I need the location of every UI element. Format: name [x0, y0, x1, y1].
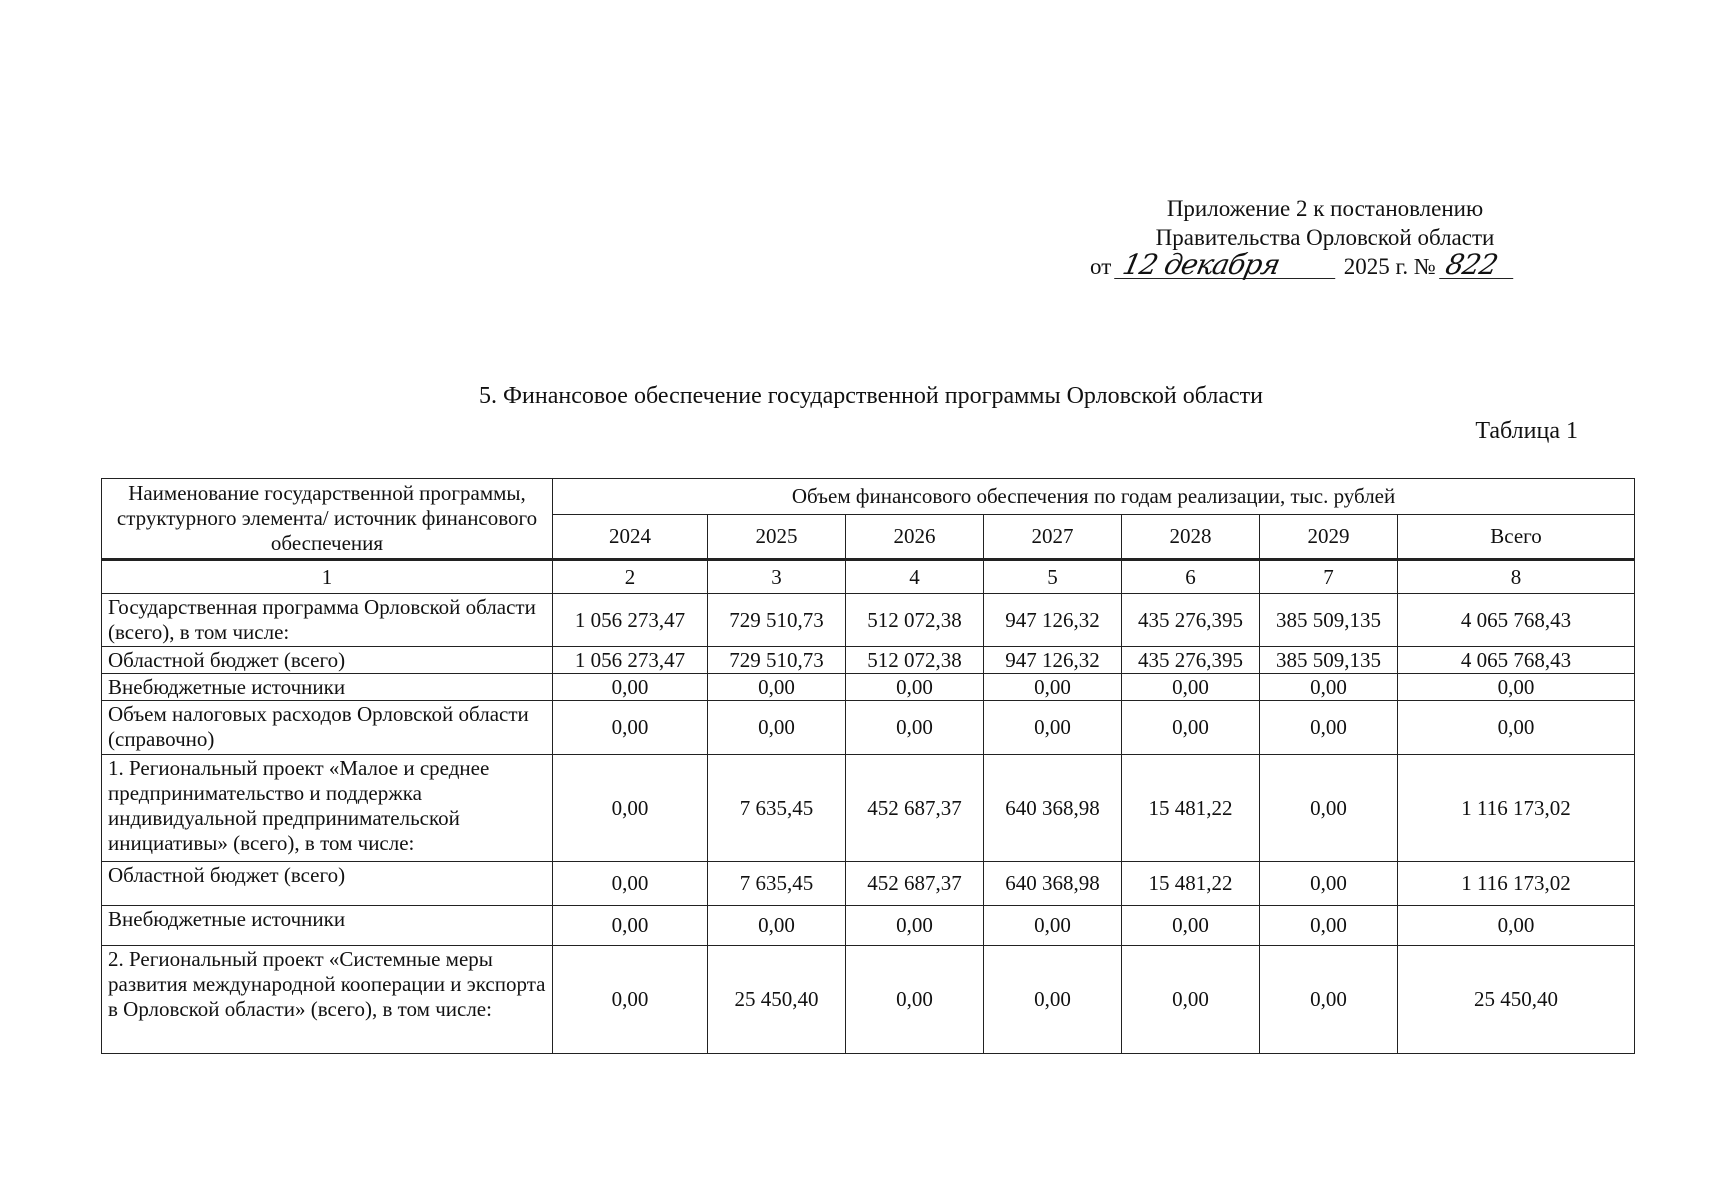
row-value: 452 687,37: [846, 755, 984, 862]
header-row-1: [102, 479, 1635, 515]
row-name: 1. Региональный проект «Малое и среднее предпринимательство и поддержка индивидуальной предпринимательской инициативы» (всего), в том числе:: [102, 755, 553, 862]
prefix-ot: от: [1090, 254, 1112, 279]
row-value: 1 056 273,47: [553, 594, 708, 647]
appendix-line-2: Правительства Орловской области: [1155, 225, 1495, 250]
column-number-row: [102, 560, 1635, 594]
row-value: 640 368,98: [984, 862, 1122, 906]
row-value: 0,00: [553, 906, 708, 946]
row-value-total: 0,00: [1398, 906, 1635, 946]
row-value: 385 509,135: [1260, 594, 1398, 647]
table-row: [102, 755, 1635, 862]
table-row: [102, 946, 1635, 1054]
row-name: Внебюджетные источники: [102, 906, 553, 946]
section-title: 5. Финансовое обеспечение государственной программы Орловской области: [479, 383, 1263, 409]
table-row: [102, 906, 1635, 946]
table-label: Таблица 1: [1475, 418, 1578, 444]
row-value: 0,00: [708, 906, 846, 946]
row-value: 0,00: [846, 701, 984, 755]
row-value: 0,00: [984, 701, 1122, 755]
row-value: 947 126,32: [984, 647, 1122, 674]
row-value: 0,00: [1260, 946, 1398, 1054]
row-value-total: 4 065 768,43: [1398, 647, 1635, 674]
row-name: Областной бюджет (всего): [102, 862, 553, 906]
appendix-line-3: [1090, 248, 1560, 281]
row-name: Объем налоговых расходов Орловской области (справочно): [102, 701, 553, 755]
financing-table: [101, 478, 1635, 1054]
row-value: 0,00: [1122, 701, 1260, 755]
row-value: 729 510,73: [708, 647, 846, 674]
row-value: 0,00: [1260, 674, 1398, 701]
row-value: 0,00: [1260, 701, 1398, 755]
handwritten-date: 12 декабря: [1114, 252, 1341, 279]
table-row: [102, 594, 1635, 647]
row-value-total: 0,00: [1398, 701, 1635, 755]
column-number: 8: [1398, 560, 1635, 594]
row-value: 512 072,38: [846, 594, 984, 647]
year-label: 2025 г. №: [1343, 254, 1436, 279]
row-value: 0,00: [846, 946, 984, 1054]
row-value: 7 635,45: [708, 862, 846, 906]
row-value: 25 450,40: [708, 946, 846, 1054]
row-value: 0,00: [553, 946, 708, 1054]
row-value: 0,00: [846, 674, 984, 701]
table-row: [102, 647, 1635, 674]
row-value: 0,00: [1122, 946, 1260, 1054]
column-number: 4: [846, 560, 984, 594]
row-value: 729 510,73: [708, 594, 846, 647]
row-value-total: 25 450,40: [1398, 946, 1635, 1054]
year-cell: 2029: [1260, 515, 1398, 560]
row-value: 0,00: [553, 674, 708, 701]
row-value: 0,00: [1260, 906, 1398, 946]
year-cell-total: Всего: [1398, 515, 1635, 560]
row-name: 2. Региональный проект «Системные меры развития международной кооперации и экспорта в Орловской области» (всего), в том числе:: [102, 946, 553, 1054]
row-name: Внебюджетные источники: [102, 674, 553, 701]
row-value: 0,00: [553, 862, 708, 906]
column-number: 1: [102, 560, 553, 594]
row-value: 0,00: [984, 946, 1122, 1054]
row-value: 452 687,37: [846, 862, 984, 906]
row-name: Государственная программа Орловской области (всего), в том числе:: [102, 594, 553, 647]
year-cell: 2026: [846, 515, 984, 560]
row-name: Областной бюджет (всего): [102, 647, 553, 674]
table-row: [102, 701, 1635, 755]
row-value: 0,00: [1122, 906, 1260, 946]
column-number: 5: [984, 560, 1122, 594]
column-number: 6: [1122, 560, 1260, 594]
table-row: [102, 674, 1635, 701]
year-cell: 2028: [1122, 515, 1260, 560]
row-value-total: 0,00: [1398, 674, 1635, 701]
row-value-total: 1 116 173,02: [1398, 862, 1635, 906]
row-value: 15 481,22: [1122, 755, 1260, 862]
header-volume-cell: Объем финансового обеспечения по годам реализации, тыс. рублей: [553, 479, 1635, 515]
row-value: 1 056 273,47: [553, 647, 708, 674]
row-value: 0,00: [708, 701, 846, 755]
row-value: 0,00: [984, 906, 1122, 946]
row-value: 0,00: [708, 674, 846, 701]
row-value: 512 072,38: [846, 647, 984, 674]
row-value: 0,00: [553, 755, 708, 862]
appendix-header: [1090, 194, 1560, 281]
row-value: 0,00: [846, 906, 984, 946]
row-value: 0,00: [984, 674, 1122, 701]
row-value: 947 126,32: [984, 594, 1122, 647]
row-value-total: 4 065 768,43: [1398, 594, 1635, 647]
row-value: 15 481,22: [1122, 862, 1260, 906]
row-value: 640 368,98: [984, 755, 1122, 862]
column-number: 3: [708, 560, 846, 594]
row-value: 7 635,45: [708, 755, 846, 862]
column-number: 7: [1260, 560, 1398, 594]
row-value: 435 276,395: [1122, 594, 1260, 647]
year-cell: 2024: [553, 515, 708, 560]
row-value: 435 276,395: [1122, 647, 1260, 674]
handwritten-number: 822: [1439, 252, 1519, 279]
year-cell: 2025: [708, 515, 846, 560]
row-value-total: 1 116 173,02: [1398, 755, 1635, 862]
column-number: 2: [553, 560, 708, 594]
row-value: 0,00: [1122, 674, 1260, 701]
appendix-line-1: Приложение 2 к постановлению: [1166, 196, 1484, 221]
row-value: 0,00: [553, 701, 708, 755]
table-row: [102, 862, 1635, 906]
row-value: 385 509,135: [1260, 647, 1398, 674]
row-value: 0,00: [1260, 862, 1398, 906]
header-name-cell: Наименование государственной программы, структурного элемента/ источник финансового обеспечения: [102, 479, 553, 560]
year-cell: 2027: [984, 515, 1122, 560]
row-value: 0,00: [1260, 755, 1398, 862]
